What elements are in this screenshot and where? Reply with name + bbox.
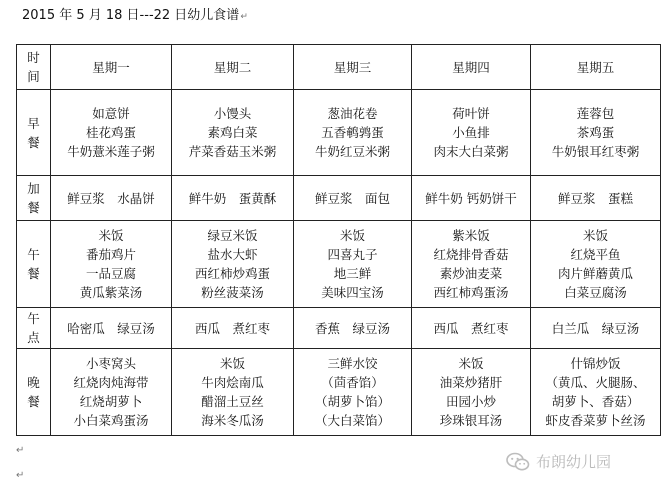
weekly-menu-table bbox=[16, 44, 661, 436]
meal-label-line: 餐 bbox=[27, 266, 40, 281]
meal-label-line: 餐 bbox=[27, 200, 40, 215]
menu-cell-breakfast-wednesday bbox=[294, 90, 412, 176]
dish-item: 桂花鸡蛋 bbox=[85, 125, 136, 140]
menu-cell-snack-thursday bbox=[412, 176, 531, 221]
menu-cell-afternoon-monday bbox=[51, 308, 172, 349]
dish-item: 四喜丸子 bbox=[327, 247, 378, 262]
wechat-icon bbox=[506, 452, 530, 472]
dish-item: 美味四宝汤 bbox=[321, 285, 384, 300]
dish-item: 小白菜鸡蛋汤 bbox=[73, 413, 149, 428]
dish-item: 素鸡白菜 bbox=[207, 125, 258, 140]
menu-cell-dinner-monday bbox=[51, 349, 172, 436]
dish-item: 牛奶薏米莲子粥 bbox=[67, 144, 155, 159]
dish-item: 什锦炒饭 bbox=[570, 356, 621, 371]
meal-label-line: 午 bbox=[27, 311, 40, 326]
dish-item: （胡萝卜馅） bbox=[314, 394, 390, 409]
menu-cell-dinner-friday bbox=[531, 349, 661, 436]
dish-item: 米饭 bbox=[582, 228, 608, 243]
meal-row-lunch bbox=[17, 221, 661, 308]
menu-cell-snack-friday bbox=[531, 176, 661, 221]
dish-item: （茴香馅） bbox=[321, 375, 384, 390]
day-header-friday: 星期五 bbox=[531, 45, 661, 90]
menu-cell-afternoon-friday bbox=[531, 308, 661, 349]
meal-label-dinner bbox=[17, 349, 51, 436]
meal-label-line: 点 bbox=[27, 330, 40, 345]
dish-item: 米饭 bbox=[458, 356, 484, 371]
dish-item: 鲜豆浆 蛋糕 bbox=[557, 190, 633, 206]
dish-item: 海米冬瓜汤 bbox=[201, 413, 264, 428]
menu-cell-breakfast-friday bbox=[531, 90, 661, 176]
dish-item: 西红柿炒鸡蛋 bbox=[194, 266, 270, 281]
watermark bbox=[506, 451, 611, 472]
dish-item: 虾皮香菜萝卜丝汤 bbox=[545, 413, 646, 428]
meal-label-line: 餐 bbox=[27, 134, 40, 150]
menu-title-text: 2015 年 5 月 18 日---22 日幼儿食谱 bbox=[22, 8, 240, 23]
dish-item: 珍珠银耳汤 bbox=[439, 413, 503, 428]
header-row bbox=[17, 45, 661, 90]
menu-cell-breakfast-thursday bbox=[412, 90, 531, 176]
dish-item: 茶鸡蛋 bbox=[576, 125, 615, 140]
dish-item: 鲜豆浆 水晶饼 bbox=[67, 190, 155, 206]
dish-item: 一品豆腐 bbox=[85, 266, 136, 281]
time-header-cell bbox=[17, 45, 51, 90]
dish-item: 白兰瓜 绿豆汤 bbox=[551, 320, 640, 336]
menu-cell-breakfast-monday bbox=[51, 90, 172, 176]
dish-item: （黄瓜、火腿肠、 bbox=[545, 375, 646, 390]
dish-item: 盐水大虾 bbox=[207, 247, 258, 262]
dish-item: 绿豆米饭 bbox=[207, 228, 258, 243]
menu-cell-afternoon-wednesday bbox=[294, 308, 412, 349]
day-header-wednesday: 星期三 bbox=[294, 45, 412, 90]
dish-item: 牛肉烩南瓜 bbox=[201, 375, 264, 390]
dish-item: 胡萝卜、香菇） bbox=[551, 394, 640, 409]
dish-item: 牛奶银耳红枣粥 bbox=[551, 144, 640, 159]
meal-label-line: 晚 bbox=[27, 375, 40, 390]
paragraph-mark-icon: ↵ bbox=[16, 445, 25, 456]
dish-item: 鲜牛奶 蛋黄酥 bbox=[188, 190, 277, 206]
menu-cell-dinner-thursday bbox=[412, 349, 531, 436]
dish-item: 小鱼排 bbox=[452, 125, 490, 140]
dish-item: 如意饼 bbox=[92, 106, 130, 121]
dish-item: 西红柿鸡蛋汤 bbox=[433, 285, 509, 300]
meal-label-line: 餐 bbox=[27, 394, 40, 409]
dish-item: 鲜豆浆 面包 bbox=[314, 190, 390, 206]
dish-item: 五香鹌鹑蛋 bbox=[321, 125, 384, 140]
menu-cell-breakfast-tuesday bbox=[172, 90, 294, 176]
dish-item: 红烧肉炖海带 bbox=[73, 375, 149, 390]
dish-item: 白菜豆腐汤 bbox=[564, 285, 627, 300]
dish-item: 米饭 bbox=[339, 228, 365, 243]
meal-label-breakfast bbox=[17, 90, 51, 176]
dish-item: 荷叶饼 bbox=[452, 106, 490, 121]
dish-item: 油菜炒猪肝 bbox=[439, 375, 503, 390]
time-label-line: 间 bbox=[27, 69, 40, 84]
dish-item: 米饭 bbox=[219, 356, 245, 371]
paragraph-mark-icon: ↵ bbox=[240, 12, 248, 22]
dish-item: 肉末大白菜粥 bbox=[433, 144, 509, 159]
day-header-monday: 星期一 bbox=[51, 45, 172, 90]
dish-item: 西瓜 煮红枣 bbox=[194, 320, 270, 336]
meal-label-afternoon bbox=[17, 308, 51, 349]
dish-item: 三鲜水饺 bbox=[327, 356, 378, 371]
menu-cell-lunch-thursday bbox=[412, 221, 531, 308]
meal-label-lunch bbox=[17, 221, 51, 308]
time-label-line: 时 bbox=[27, 50, 40, 65]
meal-row-breakfast bbox=[17, 90, 661, 176]
day-header-tuesday: 星期二 bbox=[172, 45, 294, 90]
dish-item: 莲蓉包 bbox=[576, 106, 615, 121]
meal-row-dinner bbox=[17, 349, 661, 436]
dish-item: 红烧平鱼 bbox=[570, 247, 621, 262]
dish-item: 粉丝菠菜汤 bbox=[201, 285, 264, 300]
meal-row-snack bbox=[17, 176, 661, 221]
dish-item: 西瓜 煮红枣 bbox=[433, 320, 509, 336]
dish-item: 紫米饭 bbox=[452, 228, 490, 243]
dish-item: 肉片鲜蘑黄瓜 bbox=[557, 266, 633, 281]
day-header-thursday: 星期四 bbox=[412, 45, 531, 90]
menu-cell-snack-monday bbox=[51, 176, 172, 221]
dish-item: 鲜牛奶 钙奶饼干 bbox=[425, 190, 517, 206]
dish-item: 小馒头 bbox=[213, 106, 252, 121]
dish-item: 红烧胡萝卜 bbox=[79, 394, 143, 409]
menu-cell-lunch-tuesday bbox=[172, 221, 294, 308]
watermark-text: 布朗幼儿园 bbox=[536, 453, 612, 471]
dish-item: 牛奶红豆米粥 bbox=[314, 144, 390, 159]
dish-item: 醋溜土豆丝 bbox=[201, 394, 264, 409]
menu-cell-snack-wednesday bbox=[294, 176, 412, 221]
dish-item: 香蕉 绿豆汤 bbox=[314, 320, 390, 336]
dish-item: 素炒油麦菜 bbox=[439, 266, 503, 281]
menu-cell-dinner-tuesday bbox=[172, 349, 294, 436]
dish-item: 田园小炒 bbox=[445, 394, 496, 409]
dish-item: （大白菜馅） bbox=[314, 413, 390, 428]
menu-cell-afternoon-tuesday bbox=[172, 308, 294, 349]
dish-item: 哈密瓜 绿豆汤 bbox=[67, 320, 155, 336]
dish-item: 芹菜香菇玉米粥 bbox=[188, 144, 277, 159]
menu-cell-dinner-wednesday bbox=[294, 349, 412, 436]
dish-item: 小枣窝头 bbox=[85, 356, 136, 371]
meal-label-line: 早 bbox=[27, 115, 40, 131]
menu-cell-lunch-wednesday bbox=[294, 221, 412, 308]
meal-label-line: 加 bbox=[27, 181, 40, 196]
menu-cell-lunch-monday bbox=[51, 221, 172, 308]
dish-item: 葱油花卷 bbox=[327, 106, 378, 121]
meal-row-afternoon bbox=[17, 308, 661, 349]
dish-item: 红烧排骨香菇 bbox=[433, 247, 509, 262]
menu-cell-snack-tuesday bbox=[172, 176, 294, 221]
menu-cell-afternoon-thursday bbox=[412, 308, 531, 349]
dish-item: 地三鲜 bbox=[333, 266, 372, 281]
paragraph-mark-icon: ↵ bbox=[16, 470, 25, 481]
meal-label-snack bbox=[17, 176, 51, 221]
menu-cell-lunch-friday bbox=[531, 221, 661, 308]
dish-item: 番茄鸡片 bbox=[85, 247, 136, 262]
meal-label-line: 午 bbox=[27, 247, 40, 262]
dish-item: 黄瓜紫菜汤 bbox=[79, 285, 143, 300]
dish-item: 米饭 bbox=[98, 228, 124, 243]
page-title bbox=[22, 4, 248, 23]
